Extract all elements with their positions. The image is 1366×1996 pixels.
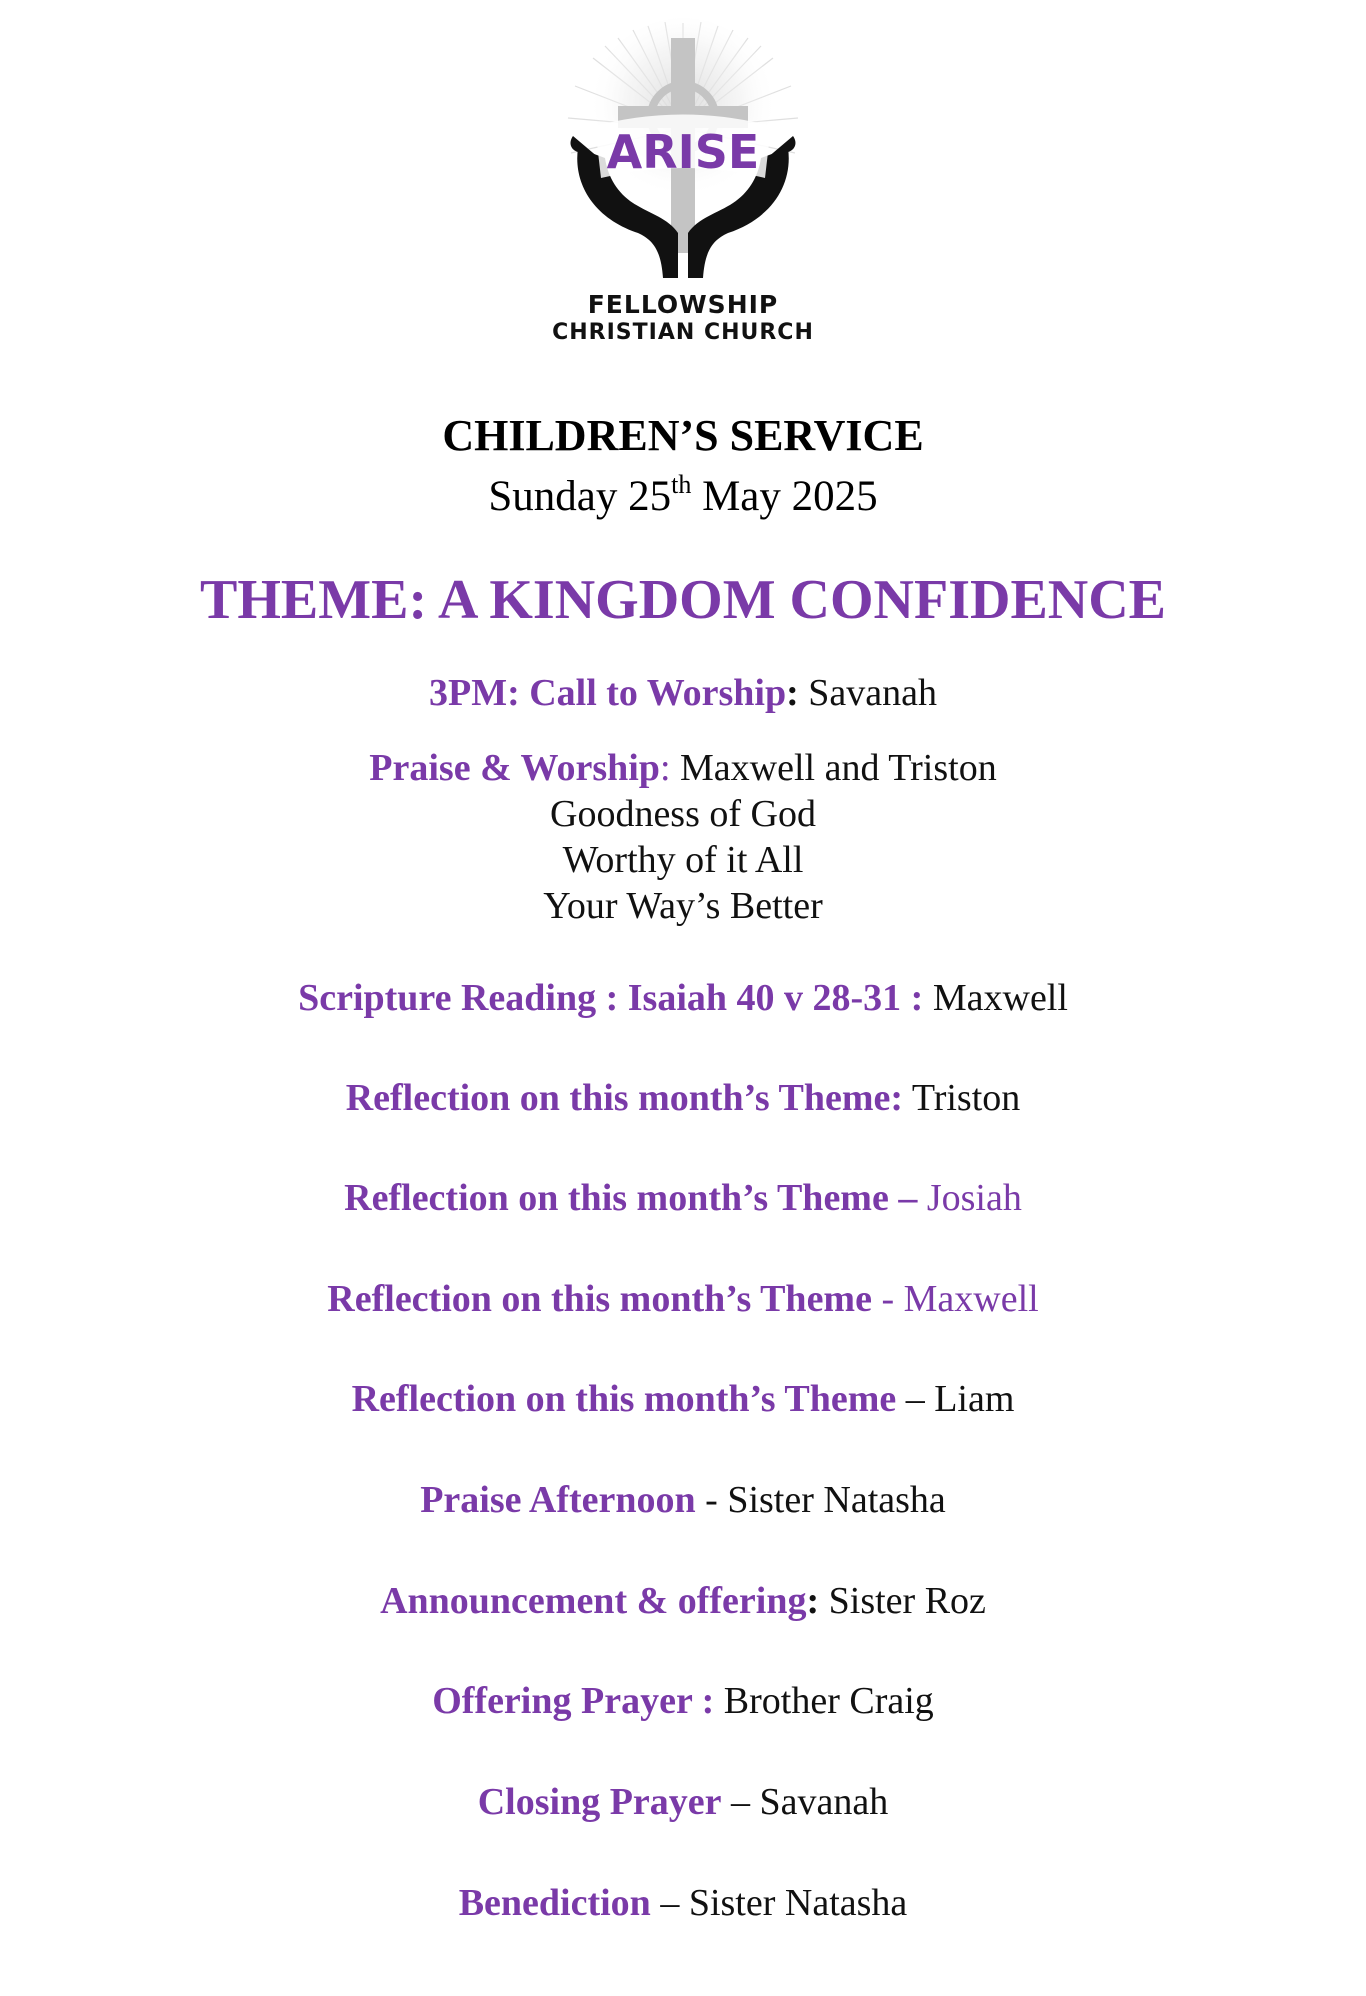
song-title: Your Way’s Better <box>543 885 823 927</box>
program-item-offering-prayer <box>0 1678 1366 1724</box>
church-logo <box>533 18 833 358</box>
program-item-praise-worship <box>0 745 1366 929</box>
item-label: Scripture Reading : Isaiah 40 v 28-31 : <box>298 977 924 1019</box>
item-label: Praise & Worship <box>369 747 660 789</box>
item-person: Josiah <box>926 1177 1022 1219</box>
service-title: CHILDREN’S SERVICE <box>442 411 924 460</box>
item-person: Sister Natasha <box>688 1882 908 1924</box>
program-item-closing-prayer <box>0 1779 1366 1825</box>
item-label: Reflection on this month’s Theme: <box>345 1077 904 1119</box>
item-label: Announcement & offering <box>380 1580 807 1622</box>
theme-heading: THEME: A KINGDOM CONFIDENCE <box>199 569 1167 631</box>
program-item-announcement <box>0 1578 1366 1624</box>
program-item-scripture-reading <box>0 975 1366 1021</box>
item-person: Savanah <box>759 1781 889 1823</box>
item-separator: - <box>871 1278 904 1320</box>
logo-line-christian-church: CHRISTIAN CHURCH <box>552 320 814 345</box>
program-item-call-to-worship <box>0 670 1366 716</box>
item-separator: : <box>786 672 809 714</box>
item-person: Sister Roz <box>828 1580 986 1622</box>
item-person: Maxwell and Triston <box>680 747 997 789</box>
item-label: Benediction <box>458 1882 651 1924</box>
logo-line-fellowship: FELLOWSHIP <box>587 290 779 319</box>
date-ordinal: th <box>671 470 692 499</box>
item-separator: - <box>695 1479 728 1521</box>
date-suffix: May 2025 <box>691 473 878 520</box>
item-separator: – <box>896 1378 935 1420</box>
item-separator <box>923 977 933 1019</box>
program-item-reflection-1 <box>0 1075 1366 1121</box>
service-date <box>0 472 1366 521</box>
item-person: Maxwell <box>932 977 1068 1019</box>
program-item-reflection-2 <box>0 1175 1366 1221</box>
date-prefix: Sunday 25 <box>488 473 672 520</box>
item-separator <box>917 1177 927 1219</box>
cross-with-praying-hands-icon <box>533 18 833 288</box>
item-separator <box>903 1077 912 1119</box>
item-label: 3PM: Call to Worship <box>428 672 787 714</box>
item-separator: – <box>650 1882 689 1924</box>
song-title: Goodness of God <box>550 793 816 835</box>
item-person: Savanah <box>808 672 938 714</box>
item-person: Liam <box>934 1378 1015 1420</box>
item-person: Triston <box>911 1077 1021 1119</box>
program-item-benediction <box>0 1880 1366 1926</box>
program-item-reflection-4 <box>0 1376 1366 1422</box>
item-person: Sister Natasha <box>727 1479 946 1521</box>
item-person: Maxwell <box>903 1278 1039 1320</box>
item-label: Reflection on this month’s Theme <box>327 1278 872 1320</box>
item-label: Reflection on this month’s Theme – <box>344 1177 918 1219</box>
item-label: Offering Prayer : <box>432 1680 715 1722</box>
program-item-praise-afternoon <box>0 1477 1366 1523</box>
program-item-reflection-3 <box>0 1276 1366 1322</box>
item-label: Closing Prayer <box>477 1781 722 1823</box>
item-separator <box>714 1680 724 1722</box>
item-separator: : <box>659 747 680 789</box>
item-separator: – <box>721 1781 760 1823</box>
song-title: Worthy of it All <box>562 839 804 881</box>
item-separator: : <box>806 1580 829 1622</box>
item-person: Brother Craig <box>723 1680 934 1722</box>
item-label: Reflection on this month’s Theme <box>351 1378 897 1420</box>
item-label: Praise Afternoon <box>420 1479 696 1521</box>
logo-brand-word: ARISE <box>606 125 760 179</box>
